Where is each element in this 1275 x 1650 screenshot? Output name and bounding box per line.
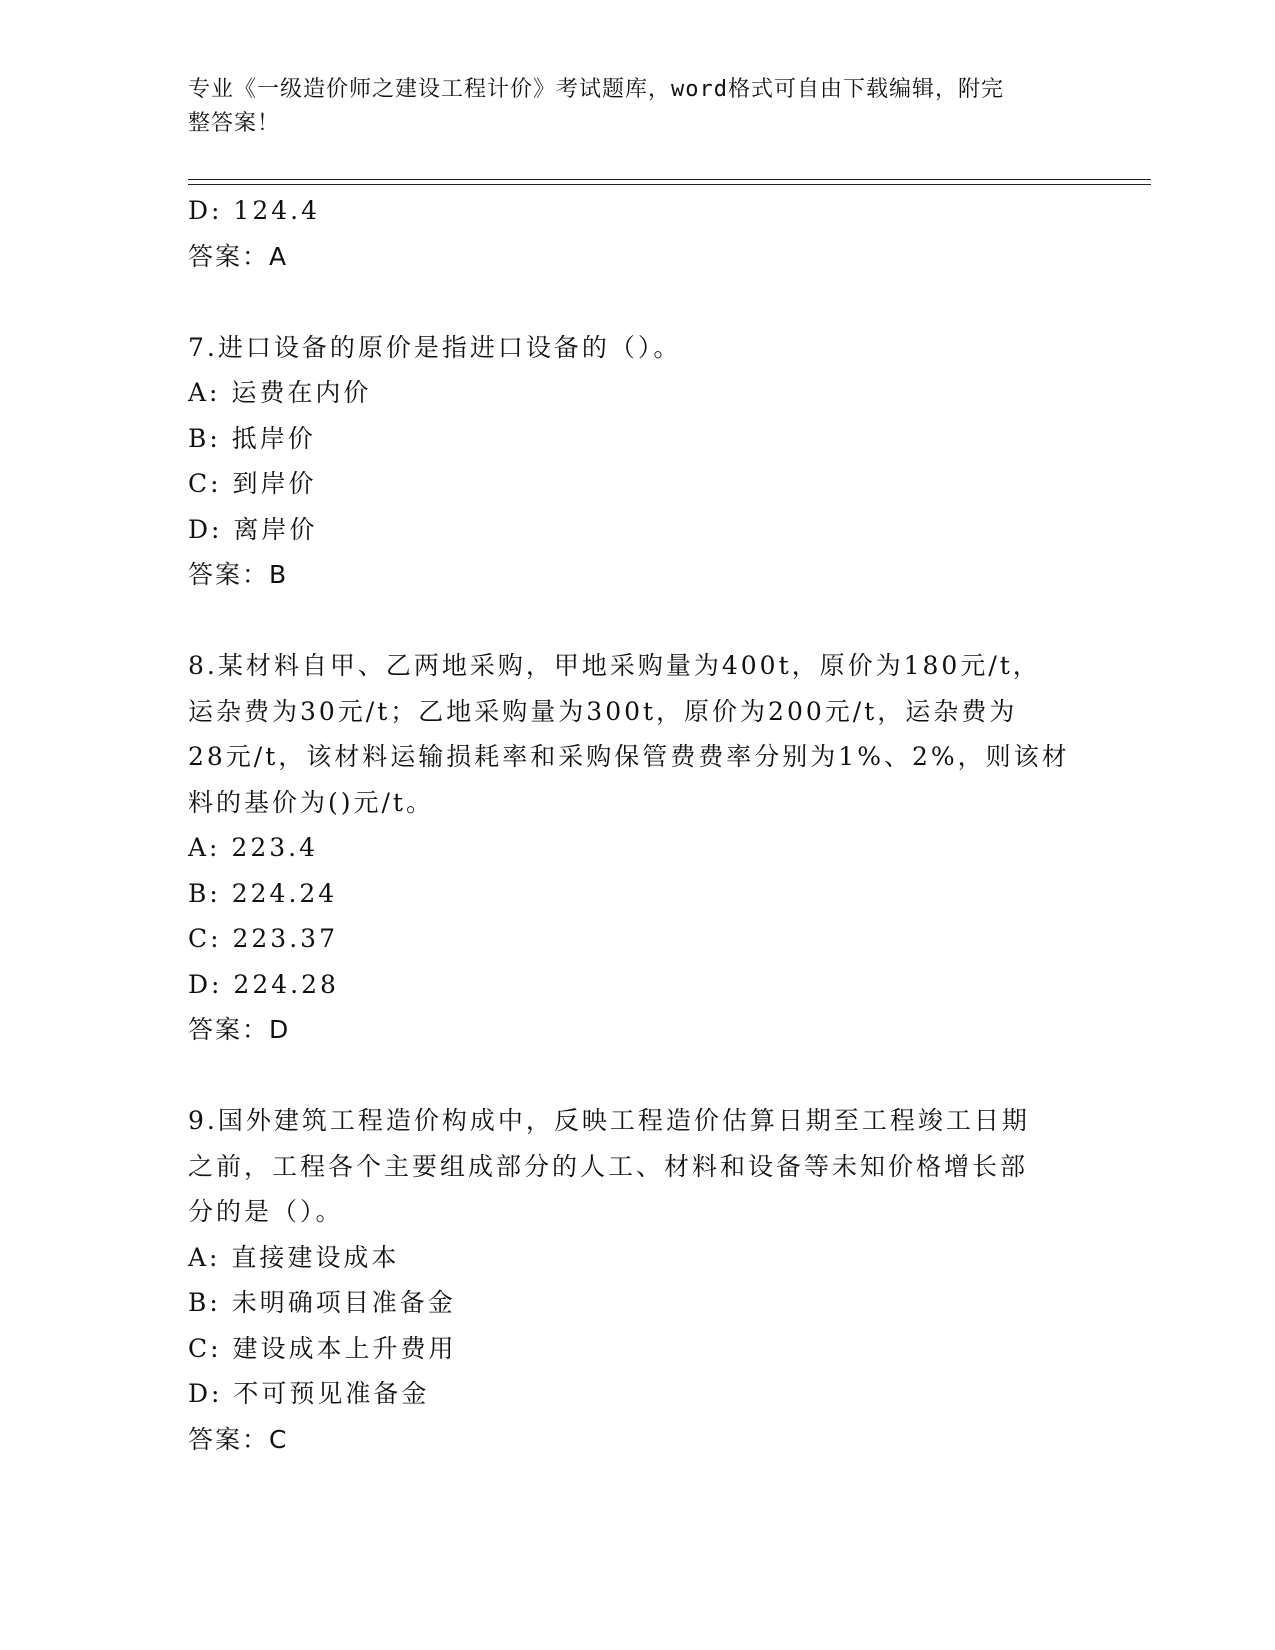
answer: 答案：C (188, 1424, 289, 1454)
question-8 (188, 643, 1088, 1053)
question-9 (188, 1098, 1088, 1462)
spacer (188, 279, 1088, 325)
option-d: D: 离岸价 (188, 514, 318, 544)
spacer (188, 598, 1088, 644)
question-stem: 运杂费为30元/t；乙地采购量为300t，原价为200元/t，运杂费为 (188, 696, 1018, 726)
header-line-2: 整答案！ (188, 111, 281, 136)
question-stem: 28元/t，该材料运输损耗率和采购保管费费率分别为1%、2%，则该材 (188, 742, 1070, 771)
question-stem: 分的是（）。 (188, 1197, 344, 1226)
answer: 答案：B (188, 560, 289, 589)
option-a: A: 直接建设成本 (188, 1242, 400, 1272)
question-stem: 7.进口设备的原价是指进口设备的（）。 (188, 332, 682, 362)
option-b: B: 抵岸价 (188, 423, 316, 453)
previous-question-tail (188, 188, 1088, 279)
option-a: A: 运费在内价 (188, 378, 372, 407)
option-d: D: 124.4 (188, 196, 320, 225)
option-d: D: 224.28 (188, 969, 339, 999)
question-stem: 之前，工程各个主要组成部分的人工、材料和设备等未知价格增长部 (188, 1151, 1029, 1181)
question-stem: 料的基价为()元/t。 (188, 787, 434, 817)
question-stem: 8.某材料自甲、乙两地采购，甲地采购量为400t，原价为180元/t， (188, 651, 1041, 680)
option-b: B: 224.24 (188, 878, 338, 908)
option-c: C: 223.37 (188, 924, 338, 953)
header-divider-bottom (188, 184, 1151, 185)
question-7 (188, 325, 1088, 598)
question-content (188, 188, 1088, 1462)
spacer (188, 1053, 1088, 1099)
option-c: C: 建设成本上升费用 (188, 1333, 457, 1363)
question-stem: 9.国外建筑工程造价构成中，反映工程造价估算日期至工程竣工日期 (188, 1106, 1030, 1135)
option-b: B: 未明确项目准备金 (188, 1288, 456, 1317)
header-line-1: 专业《一级造价师之建设工程计价》考试题库，word格式可自由下载编辑，附完 (188, 77, 1004, 102)
header-divider-top (188, 179, 1151, 180)
option-d: D: 不可预见准备金 (188, 1379, 430, 1408)
document-header (188, 73, 1068, 141)
answer: 答案：A (188, 241, 289, 271)
option-a: A: 223.4 (188, 833, 318, 862)
option-c: C: 到岸价 (188, 469, 317, 498)
answer: 答案：D (188, 1015, 291, 1044)
